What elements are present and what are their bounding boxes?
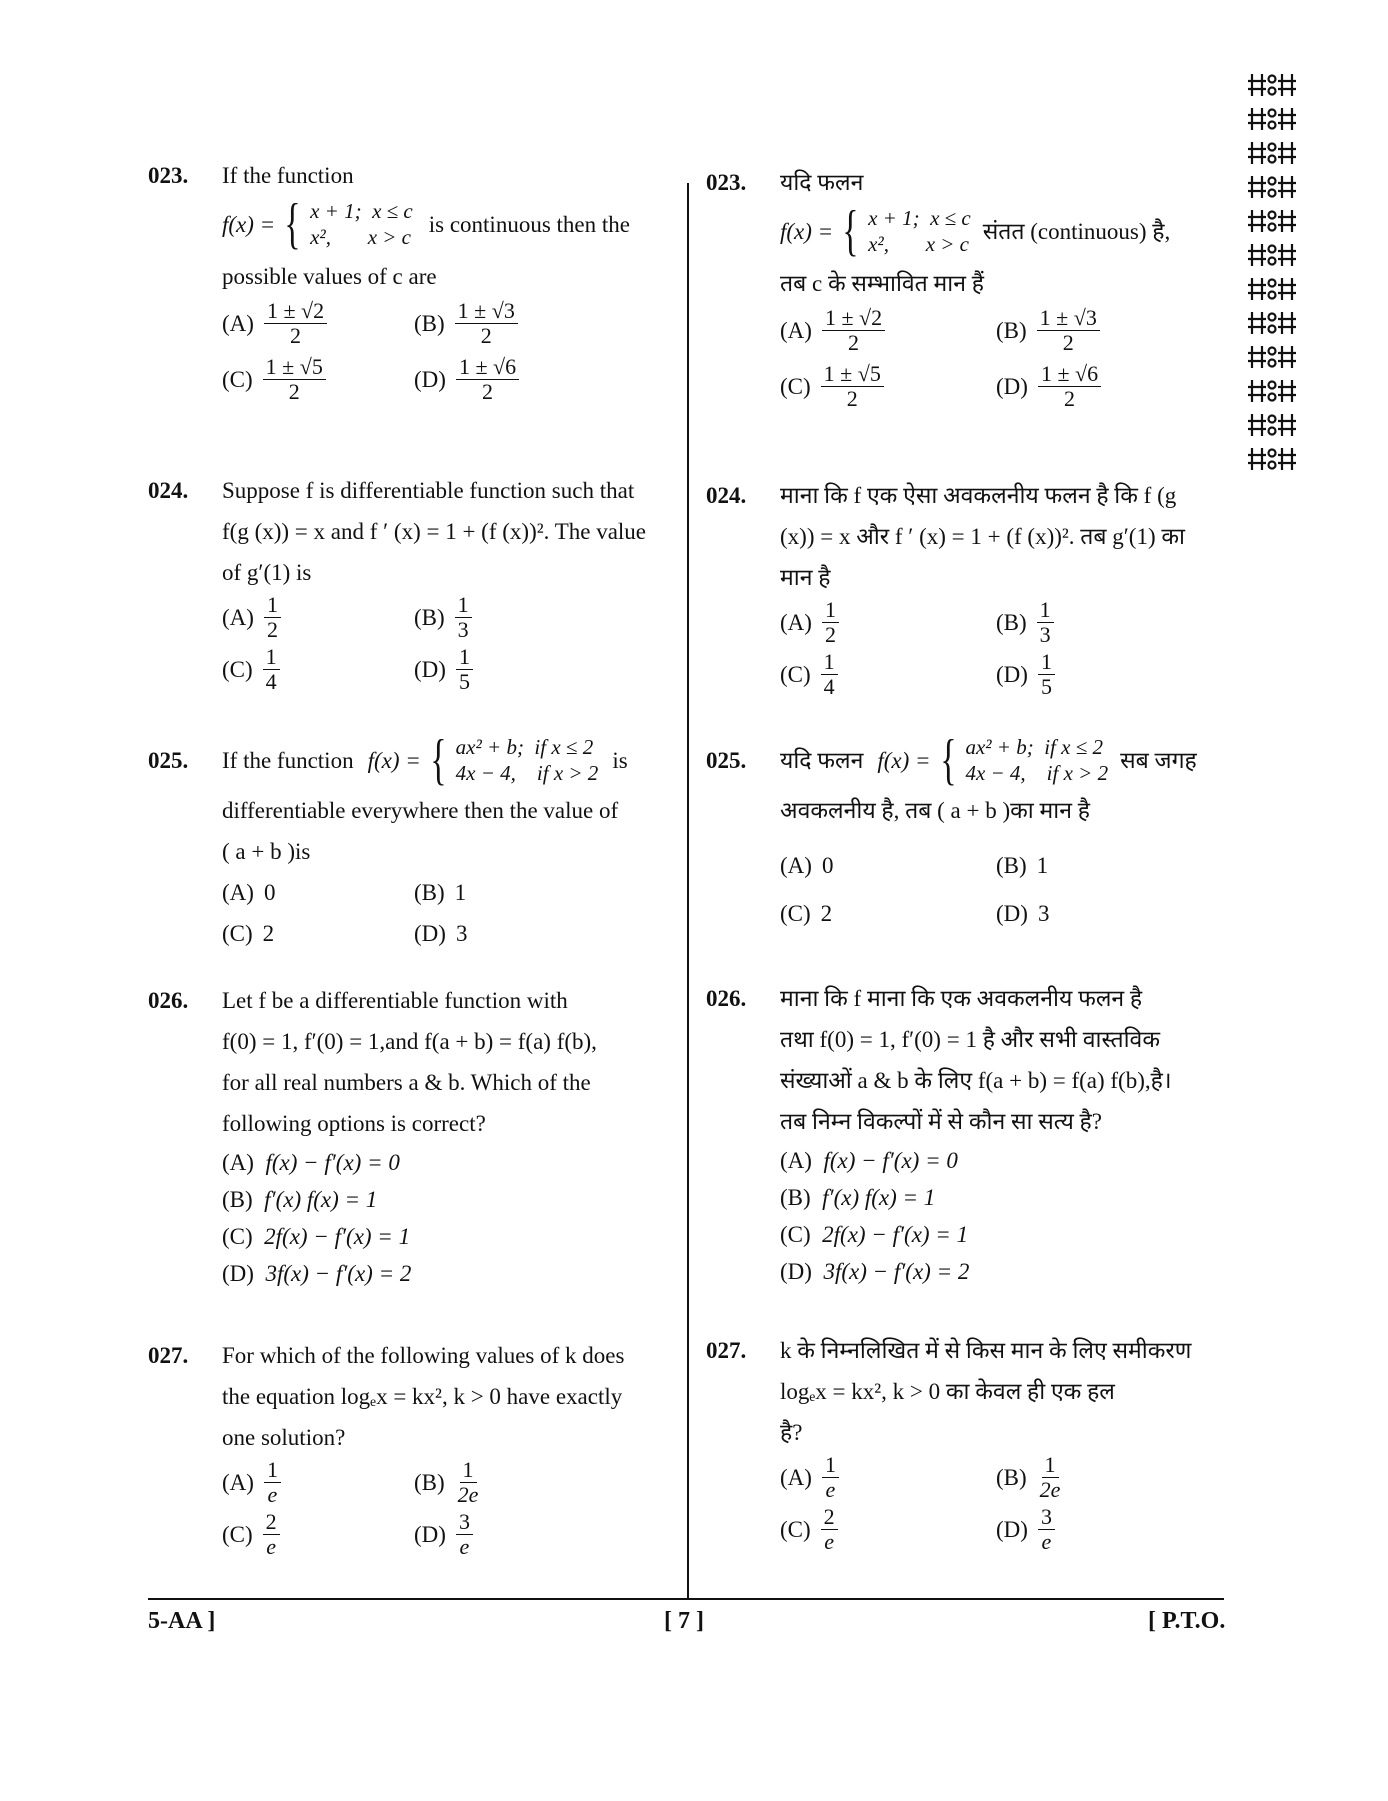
question-stem: है? — [780, 1420, 803, 1445]
question-stem: ( a + b )is — [222, 839, 311, 864]
ornament-icon — [1246, 240, 1306, 270]
option-c[interactable]: (C) $\frac{1 \pm √5}{2}$ — [780, 362, 884, 411]
function-lhs: f(x) = — [222, 211, 276, 237]
question-stem: अवकलनीय है, तब ( a + b )का मान है — [780, 798, 1090, 823]
option-a[interactable]: (A) $\frac{1}{e}$ — [222, 1458, 281, 1507]
question-stem: differentiable everywhere then the value of — [222, 798, 619, 823]
question-stem: (x)) = x और f ′ (x) = 1 + (f (x))². तब g′(1) का — [780, 524, 1185, 549]
piecewise-brace: { — [284, 193, 301, 255]
question-stem: the equation logₑx = kx², k > 0 have exactly — [222, 1384, 623, 1409]
option-d[interactable]: (D) 3f(x) − f′(x) = 2 — [780, 1259, 970, 1284]
option-b[interactable]: (B) $\frac{1}{3}$ — [414, 593, 472, 642]
question-stem: माना कि f एक ऐसा अवकलनीय फलन है कि f (g — [780, 483, 1177, 508]
question-number: 025. — [706, 748, 747, 773]
option-b[interactable]: (B) $\frac{1}{2e}$ — [414, 1457, 479, 1507]
option-b[interactable]: (B) $\frac{1 \pm √3}{2}$ — [414, 299, 518, 348]
option-d[interactable]: (D) $\frac{3}{e}$ — [996, 1505, 1055, 1554]
function-lhs: f(x) = — [780, 218, 834, 244]
piecewise-cases: ax² + b; if x ≤ 2 4x − 4, if x > 2 — [965, 735, 1109, 785]
ornament-icon — [1246, 444, 1306, 474]
ornament-icon — [1246, 206, 1306, 236]
pto-label: [ P.T.O. — [1148, 1608, 1226, 1634]
ornament-icon — [1246, 172, 1306, 202]
option-d[interactable]: (D) 3f(x) − f′(x) = 2 — [222, 1261, 412, 1286]
question-stem: तब निम्न विकल्पों में से कौन सा सत्य है? — [780, 1109, 1102, 1134]
question-number: 023. — [148, 163, 189, 188]
piecewise-brace: { — [430, 729, 447, 791]
question-number: 026. — [706, 986, 747, 1011]
option-a[interactable]: (A) $\frac{1}{2}$ — [780, 598, 839, 647]
question-stem: If the function — [222, 747, 354, 773]
footer-code: 5-AA ] — [148, 1608, 216, 1634]
question-stem: for all real numbers a & b. Which of the — [222, 1070, 591, 1095]
option-c[interactable]: (C) 2f(x) − f′(x) = 1 — [222, 1224, 411, 1249]
option-d[interactable]: (D) 3 — [996, 901, 1050, 926]
option-d[interactable]: (D) $\frac{1 \pm √6}{2}$ — [414, 355, 519, 404]
piecewise-brace: { — [842, 200, 859, 262]
question-stem: माना कि f माना कि एक अवकलनीय फलन है — [780, 986, 1143, 1011]
option-b[interactable]: (B) $\frac{1}{2e}$ — [996, 1452, 1061, 1502]
option-c[interactable]: (C) $\frac{2}{e}$ — [222, 1510, 280, 1559]
question-stem: For which of the following values of k does — [222, 1343, 625, 1368]
option-d[interactable]: (D) $\frac{3}{e}$ — [414, 1510, 473, 1559]
question-stem: यदि फलन — [780, 747, 864, 773]
option-c[interactable]: (C) 2f(x) − f′(x) = 1 — [780, 1222, 969, 1247]
question-stem: तथा f(0) = 1, f′(0) = 1 है और सभी वास्तविक — [780, 1027, 1160, 1052]
option-a[interactable]: (A) f(x) − f′(x) = 0 — [780, 1148, 958, 1173]
piecewise-cases: ax² + b; if x ≤ 2 4x − 4, if x > 2 — [455, 735, 599, 785]
option-d[interactable]: (D) 3 — [414, 921, 468, 946]
option-c[interactable]: (C) $\frac{1}{4}$ — [780, 650, 838, 699]
piecewise-cases: x + 1; x ≤ c x², x > c — [868, 206, 971, 256]
option-b[interactable]: (B) $\frac{1 \pm √3}{2}$ — [996, 306, 1100, 355]
option-b[interactable]: (B) f′(x) f(x) = 1 — [222, 1187, 378, 1212]
column-divider — [687, 183, 689, 1598]
page-number: [ 7 ] — [664, 1608, 704, 1634]
question-stem: of g′(1) is — [222, 560, 312, 585]
question-stem-inline: संतत (continuous) है, — [982, 218, 1171, 244]
option-d[interactable]: (D) $\frac{1}{5}$ — [414, 645, 473, 694]
question-stem-line: तब c के सम्भावित मान हैं — [780, 271, 984, 296]
question-number: 024. — [148, 478, 189, 503]
option-b[interactable]: (B) 1 — [414, 880, 467, 905]
option-a[interactable]: (A) f(x) − f′(x) = 0 — [222, 1150, 400, 1175]
option-c[interactable]: (C) 2 — [222, 921, 275, 946]
ornament-icon — [1246, 342, 1306, 372]
question-stem: Suppose f is differentiable function such that — [222, 478, 635, 503]
ornament-icon — [1246, 308, 1306, 338]
footer-rule — [148, 1598, 1224, 1600]
option-c[interactable]: (C) $\frac{1}{4}$ — [222, 645, 280, 694]
question-stem: Let f be a differentiable function with — [222, 988, 568, 1013]
question-stem: मान है — [780, 565, 831, 590]
question-number: 027. — [148, 1343, 189, 1368]
option-b[interactable]: (B) f′(x) f(x) = 1 — [780, 1185, 936, 1210]
question-number: 026. — [148, 988, 189, 1013]
ornament-icon — [1246, 410, 1306, 440]
option-b[interactable]: (B) 1 — [996, 853, 1049, 878]
question-stem-line: possible values of c are — [222, 264, 437, 289]
piecewise-brace: { — [939, 729, 957, 791]
question-stem-inline: is continuous then the — [428, 211, 630, 237]
option-c[interactable]: (C) $\frac{1 \pm √5}{2}$ — [222, 355, 326, 404]
option-c[interactable]: (C) $\frac{2}{e}$ — [780, 1505, 838, 1554]
question-stem: f(g (x)) = x and f ′ (x) = 1 + (f (x))². The value — [222, 519, 647, 544]
question-number: 024. — [706, 483, 747, 508]
question-stem: संख्याओं a & b के लिए f(a + b) = f(a) f(b),है। — [780, 1068, 1172, 1093]
option-a[interactable]: (A) $\frac{1 \pm √2}{2}$ — [222, 299, 327, 348]
question-number: 023. — [706, 170, 747, 195]
option-a[interactable]: (A) $\frac{1}{e}$ — [780, 1453, 839, 1502]
option-d[interactable]: (D) $\frac{1}{5}$ — [996, 650, 1055, 699]
question-stem: f(0) = 1, f′(0) = 1,and f(a + b) = f(a) f(b), — [222, 1029, 597, 1054]
option-a[interactable]: (A) 0 — [780, 853, 834, 878]
question-stem: If the function — [222, 163, 354, 188]
question-stem: logₑx = kx², k > 0 का केवल ही एक हल — [780, 1379, 1115, 1404]
option-c[interactable]: (C) 2 — [780, 901, 833, 926]
option-a[interactable]: (A) $\frac{1 \pm √2}{2}$ — [780, 306, 885, 355]
option-b[interactable]: (B) $\frac{1}{3}$ — [996, 598, 1054, 647]
question-stem: one solution? — [222, 1425, 346, 1450]
ornament-icon — [1246, 104, 1306, 134]
question-number: 027. — [706, 1338, 747, 1363]
ornament-icon — [1246, 138, 1306, 168]
question-stem: यदि फलन — [780, 170, 864, 195]
question-number: 025. — [148, 748, 189, 773]
question-stem: following options is correct? — [222, 1111, 486, 1136]
option-d[interactable]: (D) $\frac{1 \pm √6}{2}$ — [996, 362, 1101, 411]
option-a[interactable]: (A) $\frac{1}{2}$ — [222, 593, 281, 642]
piecewise-cases: x + 1; x ≤ c x², x > c — [310, 199, 413, 249]
ornament-icon — [1246, 376, 1306, 406]
ornament-icon — [1246, 70, 1306, 100]
option-a[interactable]: (A) 0 — [222, 880, 276, 905]
question-stem: k के निम्नलिखित में से किस मान के लिए समीकरण — [780, 1338, 1192, 1363]
exam-page: 023. If the function f(x) = { x + 1; x ≤ c x², x > c is continuous then the possible values of c are (A) $\frac{1 \pm √2}{2}$ (B) $\frac{1 \pm √3}{2}$ (C) $\frac{1 \pm √5}{2}$ (D) $\frac{1 \pm √6}{2}$ 024. Suppose f is differentiable function such that f(g (x)) = x and f ′ (x) = 1 + (f (x))². The value of g′(1) is (A) $\frac{1}{2}$ (B) $\frac{1}{3}$ (C) $\frac{1}{4}$ (D) $\frac{1}{5}$ 025. If the function f(x) = { ax² + b; if x ≤ 2 4x − 4, if x > 2 is differentiable everywhere then the value of ( a + b )is (A) 0 (B) 1 (C) 2 (D) 3 026. Let f be a differentiable function with f(0) = 1, f′(0) = 1,and f(a + b) = f(a) f(b), for all real numbers a & b. Which of the following options is correct? (A) f(x) − f′(x) = 0 (B) f′(x) f(x) = 1 (C) 2f(x) − f′(x) = 1 (D) 3f(x) − f′(x) = 2 027. For which of the following values of k does the equation logₑx = kx², k > 0 have exactly one solution? (A) $\frac{1}{e}$ (B) $\frac{1}{2e}$ (C) $\frac{2}{e}$ (D) $\frac{3}{e}$ 023. यदि फलन f(x) = { x + 1; x ≤ c x², x > c संतत (continuous) है, तब c के सम्भावित मान हैं (A) $\frac{1 \pm √2}{2}$ (B) $\frac{1 \pm √3}{2}$ (C) $\frac{1 \pm √5}{2}$ (D) $\frac{1 \pm √6}{2}$ 024. माना कि f एक ऐसा अवकलनीय फलन है कि f (g (x)) = x और f ′ (x) = 1 + (f (x))². तब g′(1) का मान है (A) $\frac{1}{2}$ (B) $\frac{1}{3}$ (C) $\frac{1}{4}$ (D) $\frac{1}{5}$ 025. यदि फलन f(x) = { ax² + b; if x ≤ 2 4x − 4, if x > 2 सब जगह अवकलनीय है, तब ( a + b )का मान है (A) 0 (B) 1 (C) 2 (D) 3 026. माना कि f माना कि एक अवकलनीय फलन है तथा f(0) = 1, f′(0) = 1 है और सभी वास्तविक संख्याओं a & b के लिए f(a + b) = f(a) f(b),है। तब निम्न विकल्पों में से कौन सा सत्य है? (A) f(x) − f′(x) = 0 (B) f′(x) f(x) = 1 (C) 2f(x) − f′(x) = 1 (D) 3f(x) − f′(x) = 2 027. k के निम्नलिखित में से किस मान के लिए समीकरण logₑx = kx², k > 0 का केवल ही एक हल है? (A) $\frac{1}{e}$ (B) $\frac{1}{2e}$ (C) $\frac{2}{e}$ (D) $\frac{3}{e}$ 5-AA ] [ 7 ] [ P.T.O. — [0, 0, 1388, 1801]
ornament-icon — [1246, 274, 1306, 304]
